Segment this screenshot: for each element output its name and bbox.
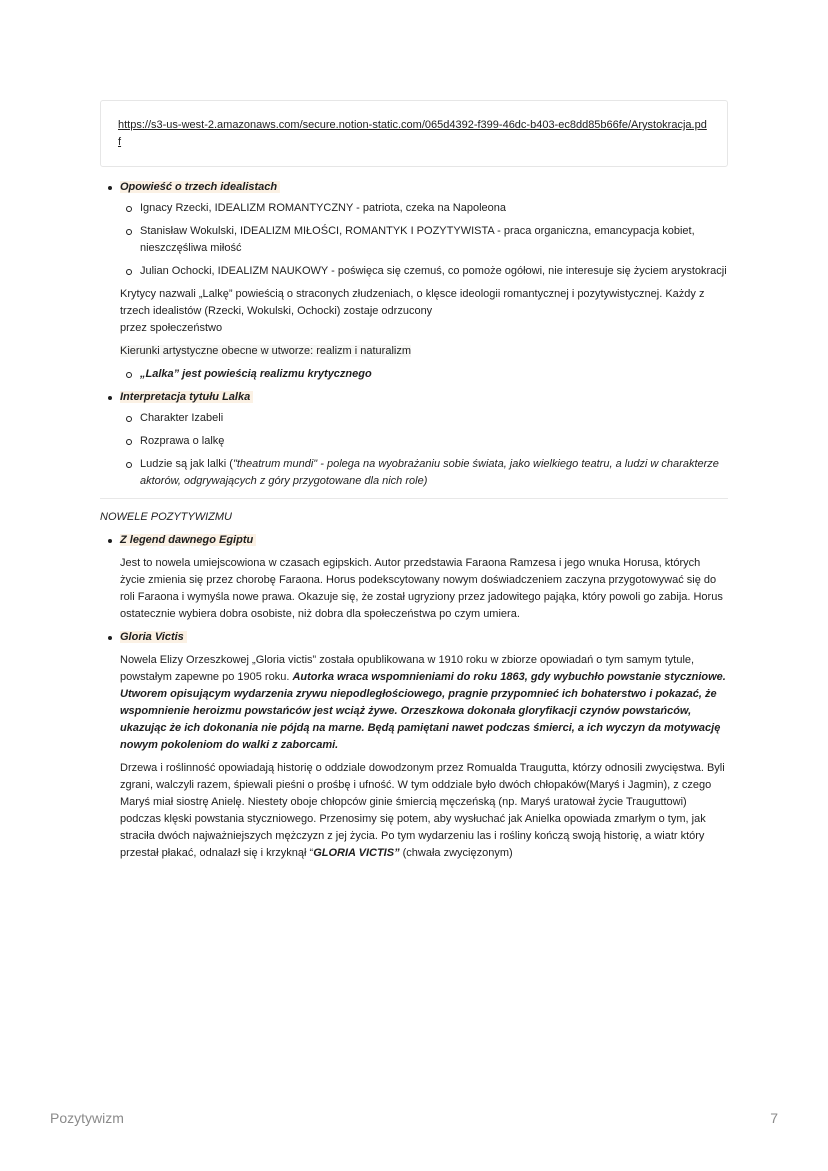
list-item — [100, 629, 728, 862]
paragraph-text: Drzewa i roślinność opowiadają historię o oddziale dowodzonym przez Romualda Traugutta, którzy odnosili zwycięstwa. Byli zgrani, walczyli razem, śpiewali pieśni o prośbę i ufność. W tym oddziale było dwóch chłopaków(Maryś i Jagmin), z czego Maryś miał siostrę Anielę. Niestety oboje chłopców ginie śmiercią męczeńską (np. Maryś uratował życie Trauguttowi) podczas klęski powstania styczniowego. Przenosimy się potem, aby wysłuchać jak Anielka opowiada zmarłym o tym, jak straciła dwóch najważniejszych mężczyzn z jej życia. Po tym wydarzeniu las i rośliny kończą swoją historię, a wiatr który przestał płakać, odnalazł się i krzyknął “ — [120, 762, 725, 859]
paragraph-text: Nowela Elizy Orzeszkowej „Gloria victis” została opublikowana w 1910 roku w zbiorze opowiadań o tym samym tytule, powstałym zapewne po 1905 roku. — [120, 654, 695, 683]
paragraph-bold-text: GLORIA VICTIS” — [313, 847, 400, 859]
paragraph-bold-text: Autorka wraca wspomnieniami do roku 1863, gdy wybuchło powstanie styczniowe. Utworem opisującym wydarzenia zrywu niepodległościowego, pragnie przypomnieć ich bohaterstwo i pokazać, że wspomnienie heroizmu powstańców jest wciąż żywe. Orzeszkowa dokonała gloryfikacji czynów powstańców, ukazując że ich dokonania nie pójdą na marne. Będą pamiętani nawet podczas śmierci, a ich wyczyn da motywację nowym pokoleniom do walki z zaborcami. — [120, 671, 726, 751]
novellas-list — [100, 532, 728, 862]
gloria-paragraph-2 — [120, 760, 728, 862]
link-embed — [100, 100, 728, 167]
gloria-paragraph-1 — [120, 652, 728, 754]
list-item — [100, 179, 728, 383]
page-content — [100, 100, 728, 868]
list-item — [100, 532, 728, 623]
section-title: Interpretacja tytułu Lalka — [120, 391, 253, 403]
section-title: Opowieść o trzech idealistach — [120, 181, 280, 193]
list-item: „Lalka” jest powieścią realizmu krytycznego — [120, 366, 728, 383]
item-text: Ludzie są jak lalki ( — [140, 458, 233, 470]
list-item — [120, 456, 728, 490]
list-item: Stanisław Wokulski, IDEALIZM MIŁOŚCI, ROMANTYK I POZYTYWISTA - praca organiczna, emancypacja kobiet, nieszczęśliwa miłość — [120, 223, 728, 257]
critics-text-2: przez społeczeństwo — [120, 322, 223, 334]
footer-title: Pozytywizm — [50, 1110, 124, 1126]
item-text-rest: - polega na wyobrażaniu sobie świata, jako wielkiego teatru, a ludzi w charakterze aktorów, odgrywających z góry przygotowane dla nich role) — [140, 458, 719, 487]
pdf-link[interactable]: https://s3-us-west-2.amazonaws.com/secure.notion-static.com/065d4392-f399-46dc-b403-ec8dd85b66fe/Arystokracja.pdf — [118, 119, 707, 148]
title-interpretation-list — [120, 410, 728, 490]
list-item: Ignacy Rzecki, IDEALIZM ROMANTYCZNY - patriota, czeka na Napoleona — [120, 200, 728, 217]
page-number: 7 — [770, 1110, 778, 1126]
divider — [100, 498, 728, 499]
list-item — [100, 389, 728, 490]
list-item: Charakter Izabeli — [120, 410, 728, 427]
section-heading: NOWELE POZYTYWIZMU — [100, 511, 232, 523]
section-idealists — [100, 179, 728, 490]
egypt-paragraph: Jest to nowela umiejscowiona w czasach egipskich. Autor przedstawia Faraona Ramzesa i jego wnuka Horusa, których życie zmienia się przez chorobę Faraona. Horus podekscytowany nowym doświadczeniem zaczyna przygotowywać się do roli Faraona i wymyśla nowe prawa. Okazuje się, że został ugryziony przez jadowitego pająka, który powoli go zabija. Horus ostatecznie wybiera dobra osobiste, niż dobra dla społeczeństwa po czym umiera. — [120, 557, 723, 620]
item-quote: "theatrum mundi" — [232, 458, 318, 470]
list-item: Rozprawa o lalkę — [120, 433, 728, 450]
paragraph-text-end: (chwała zwycięzonym) — [399, 847, 513, 859]
critics-paragraph — [120, 286, 728, 337]
critics-text: Krytycy nazwali „Lalkę” powieścią o straconych złudzeniach, o klęsce ideologii romantycznej i pozytywistycznej. Każdy z trzech idealistów (Rzecki, Wokulski, Ochocki) zostaje odrzucony — [120, 288, 705, 317]
section-title: Z legend dawnego Egiptu — [120, 534, 256, 546]
realism-list — [120, 366, 728, 383]
section-title: Gloria Victis — [120, 631, 187, 643]
trends-text: Kierunki artystyczne obecne w utworze: realizm i naturalizm — [120, 345, 412, 357]
trends-paragraph — [120, 343, 728, 360]
list-item: Julian Ochocki, IDEALIZM NAUKOWY - poświęca się czemuś, co pomoże ogółowi, nie interesuje się życiem arystokracji — [120, 263, 728, 280]
idealists-list — [120, 200, 728, 280]
